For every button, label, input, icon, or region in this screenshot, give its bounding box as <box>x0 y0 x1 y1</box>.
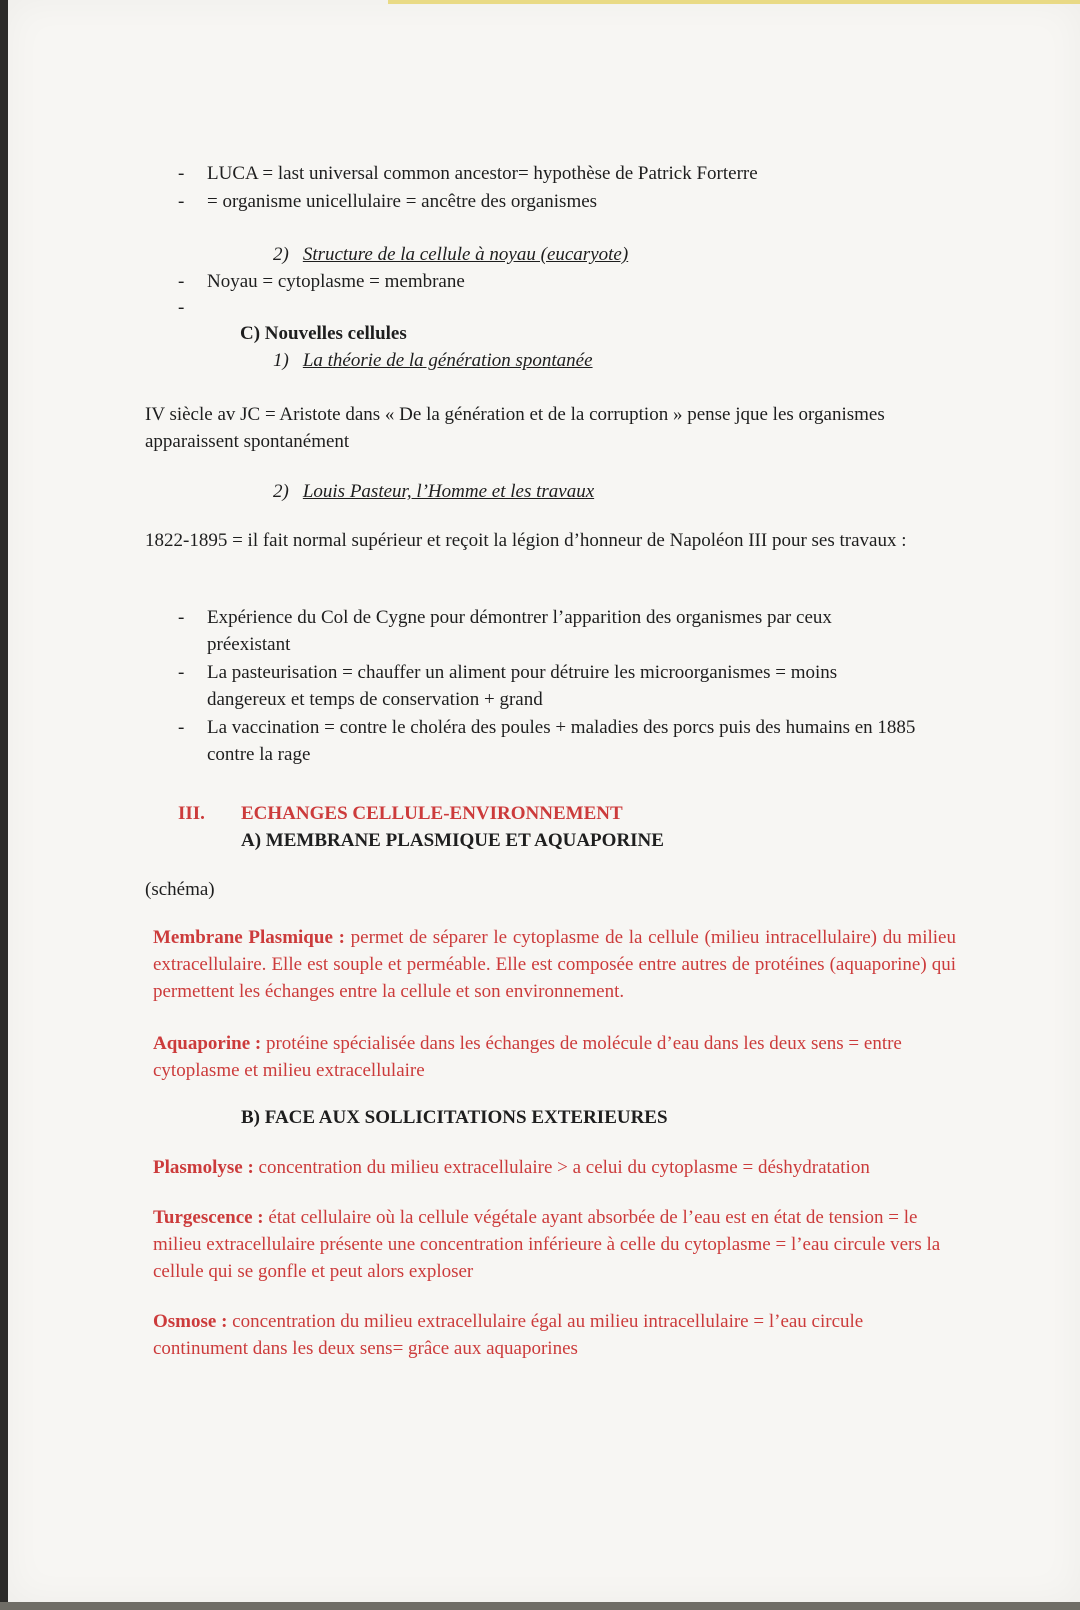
bullet-text: = organisme unicellulaire = ancêtre des organismes <box>207 191 598 212</box>
schema-note: (schéma) <box>145 879 215 900</box>
list-item <box>178 714 948 768</box>
definition-plasmolyse <box>153 1154 956 1181</box>
bullet-dash: - <box>178 191 185 212</box>
list-item <box>178 604 948 658</box>
bullet-dash: - <box>178 297 185 318</box>
bullet-dash: - <box>178 271 185 292</box>
definition-term: Osmose : <box>153 1311 228 1332</box>
bullet-text: La vaccination = contre le choléra des poules + maladies des porcs puis des humains en 1885 contre la rage <box>207 717 916 765</box>
definition-text: concentration du milieu extracellulaire égal au milieu intracellulaire = l’eau circule continument dans les deux sens= grâce aux aquaporines <box>153 1311 864 1359</box>
definition-term: Aquaporine : <box>153 1033 262 1054</box>
paper-page <box>8 0 1080 1602</box>
bullet-text: LUCA = last universal common ancestor= hypothèse de Patrick Forterre <box>207 163 758 184</box>
section-b-heading: B) FACE AUX SOLLICITATIONS EXTERIEURES <box>241 1107 668 1128</box>
section-iii-number: III. <box>178 803 205 824</box>
bullet-text: Noyau = cytoplasme = membrane <box>207 271 465 292</box>
paragraph-pasteur: 1822-1895 = il fait normal supérieur et reçoit la légion d’honneur de Napoléon III pour ses travaux : <box>145 530 907 551</box>
definition-turgescence <box>153 1204 956 1285</box>
subsection-heading <box>273 478 594 505</box>
definition-osmose <box>153 1308 956 1362</box>
bullet-dash: - <box>178 607 185 628</box>
list-item <box>178 659 948 713</box>
photo-left-edge <box>0 0 8 1610</box>
bullet-text: Expérience du Col de Cygne pour démontrer l’apparition des organismes par ceux préexistant <box>207 607 832 655</box>
photo-top-edge <box>388 0 1080 4</box>
bullet-dash: - <box>178 163 185 184</box>
definition-aquaporine <box>153 1030 956 1084</box>
subsection-number: 2) <box>273 244 289 265</box>
definition-membrane <box>153 924 956 1005</box>
subsection-title: Structure de la cellule à noyau (eucaryote) <box>302 244 629 265</box>
definition-term: Turgescence : <box>153 1207 264 1228</box>
bullet-dash: - <box>178 717 185 738</box>
subsection-heading <box>273 241 628 268</box>
subsection-number: 1) <box>273 350 289 371</box>
section-a-heading: A) MEMBRANE PLASMIQUE ET AQUAPORINE <box>241 830 664 851</box>
subsection-heading <box>273 347 593 374</box>
subsection-title: Louis Pasteur, l’Homme et les travaux <box>302 481 595 502</box>
definition-text: protéine spécialisée dans les échanges de molécule d’eau dans les deux sens = entre cytoplasme et milieu extracellulaire <box>153 1033 902 1081</box>
definition-term: Membrane Plasmique : <box>153 927 345 948</box>
definition-text: état cellulaire où la cellule végétale ayant absorbée de l’eau est en état de tension = le milieu extracellulaire présente une concentration inférieure à celle du cytoplasme = l’eau circule vers la cellule qui se gonfle et peut alors exploser <box>153 1207 941 1282</box>
definition-text: permet de séparer le cytoplasme de la cellule (milieu intracellulaire) du milieu extracellulaire. Elle est souple et perméable. Elle est composée entre autres de protéines (aquaporine) qui permettent les échanges entre la cellule et son environnement. <box>153 927 956 1002</box>
paragraph-aristote: IV siècle av JC = Aristote dans « De la génération et de la corruption » pense jque les organismes apparaissent spontanément <box>145 404 885 452</box>
photo-bottom-edge <box>0 1602 1080 1610</box>
definition-term: Plasmolyse : <box>153 1157 254 1178</box>
section-iii-title: ECHANGES CELLULE-ENVIRONNEMENT <box>241 803 623 824</box>
bullet-text: La pasteurisation = chauffer un aliment pour détruire les microorganismes = moins dangereux et temps de conservation + grand <box>207 662 838 710</box>
subsection-title: La théorie de la génération spontanée <box>302 350 593 371</box>
section-c-heading: C) Nouvelles cellules <box>240 323 407 344</box>
subsection-number: 2) <box>273 481 289 502</box>
bullet-dash: - <box>178 662 185 683</box>
definition-text: concentration du milieu extracellulaire > a celui du cytoplasme = déshydratation <box>253 1157 870 1178</box>
